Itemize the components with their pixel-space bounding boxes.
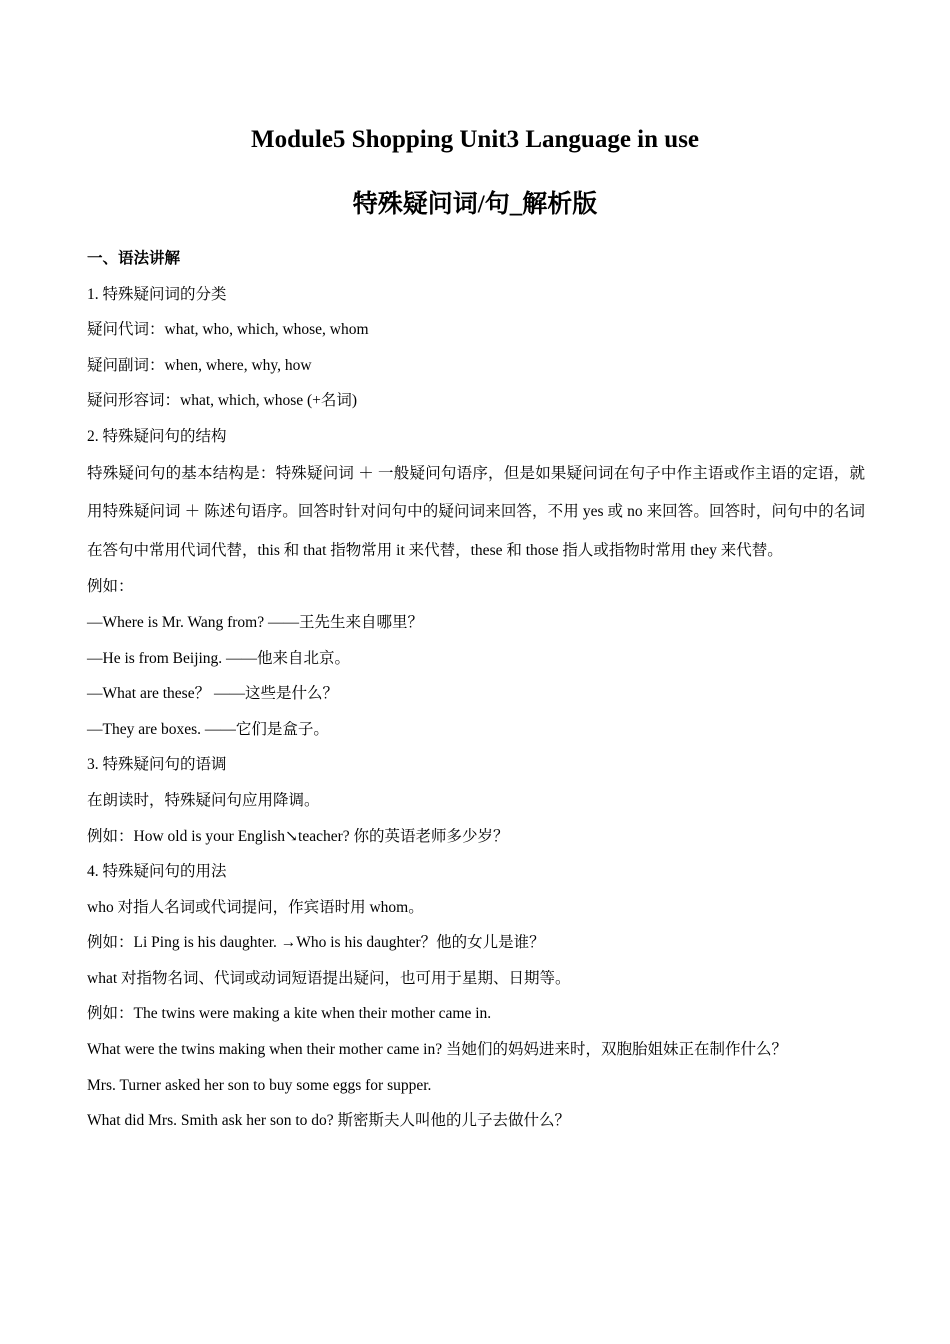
usage-what-question-1: What were the twins making when their mother came in? 当她们的妈妈进来时，双胞胎姐妹正在制作什么？ — [87, 1041, 787, 1059]
example-line: —Where is Mr. Wang from? ——王先生来自哪里？ — [87, 613, 423, 631]
usage-what-question-2: What did Mrs. Smith ask her son to do? 斯密斯夫人叫他的儿子去做什么？ — [87, 1112, 571, 1130]
example-line: —They are boxes. ——它们是盒子。 — [87, 720, 329, 738]
subsection-heading-intonation: 3. 特殊疑问句的语调 — [87, 756, 227, 774]
document-subtitle: 特殊疑问词/句_解析版 — [352, 191, 598, 218]
usage-who-example: 例如：Li Ping is his daughter. →Who is his daughter？他的女儿是谁？ — [87, 934, 545, 952]
section-heading-grammar: 一、语法讲解 — [87, 250, 181, 267]
subsection-heading-classification: 1. 特殊疑问词的分类 — [87, 285, 227, 303]
interrogative-adverbs-line: 疑问副词：when, where, why, how — [87, 356, 312, 374]
document-title: Module5 Shopping Unit3 Language in use — [250, 126, 700, 153]
example-label: 例如： — [87, 578, 134, 596]
usage-who-text: who 对指人名词或代词提问，作宾语时用 whom。 — [87, 898, 424, 916]
interrogative-pronouns-line: 疑问代词：what, who, which, whose, whom — [87, 321, 369, 339]
intonation-text: 在朗读时，特殊疑问句应用降调。 — [87, 791, 320, 809]
document-body — [87, 246, 865, 1144]
usage-what-text: what 对指物名词、代词或动词短语提出疑问，也可用于星期、日期等。 — [87, 969, 571, 987]
interrogative-adjectives-line: 疑问形容词：what, which, whose (+名词) — [87, 392, 358, 410]
intonation-example: 例如：How old is your English↘teacher? 你的英语老师多少岁？ — [87, 827, 509, 845]
usage-what-example: 例如：The twins were making a kite when their mother came in. — [87, 1005, 492, 1023]
subsection-heading-structure: 2. 特殊疑问句的结构 — [87, 427, 227, 445]
example-line: —What are these？ ——这些是什么？ — [87, 685, 338, 703]
usage-what-example-2: Mrs. Turner asked her son to buy some eggs for supper. — [87, 1076, 432, 1094]
subsection-heading-usage: 4. 特殊疑问句的用法 — [87, 863, 227, 881]
example-line: —He is from Beijing. ——他来自北京。 — [87, 649, 351, 667]
structure-paragraph: 特殊疑问句的基本结构是：特殊疑问词 ＋ 一般疑问句语序，但是如果疑问词在句子中作主语或作主语的定语，就用特殊疑问词 ＋ 陈述句语序。回答时针对问句中的疑问词来回答，不用 yes 或 no 来回答。回答时，问句中的名词在答句中常用代词代替，this 和 that 指物常用 it 来代替，these 和 those 指人或指物时常用 they 来代替。 — [87, 464, 865, 559]
